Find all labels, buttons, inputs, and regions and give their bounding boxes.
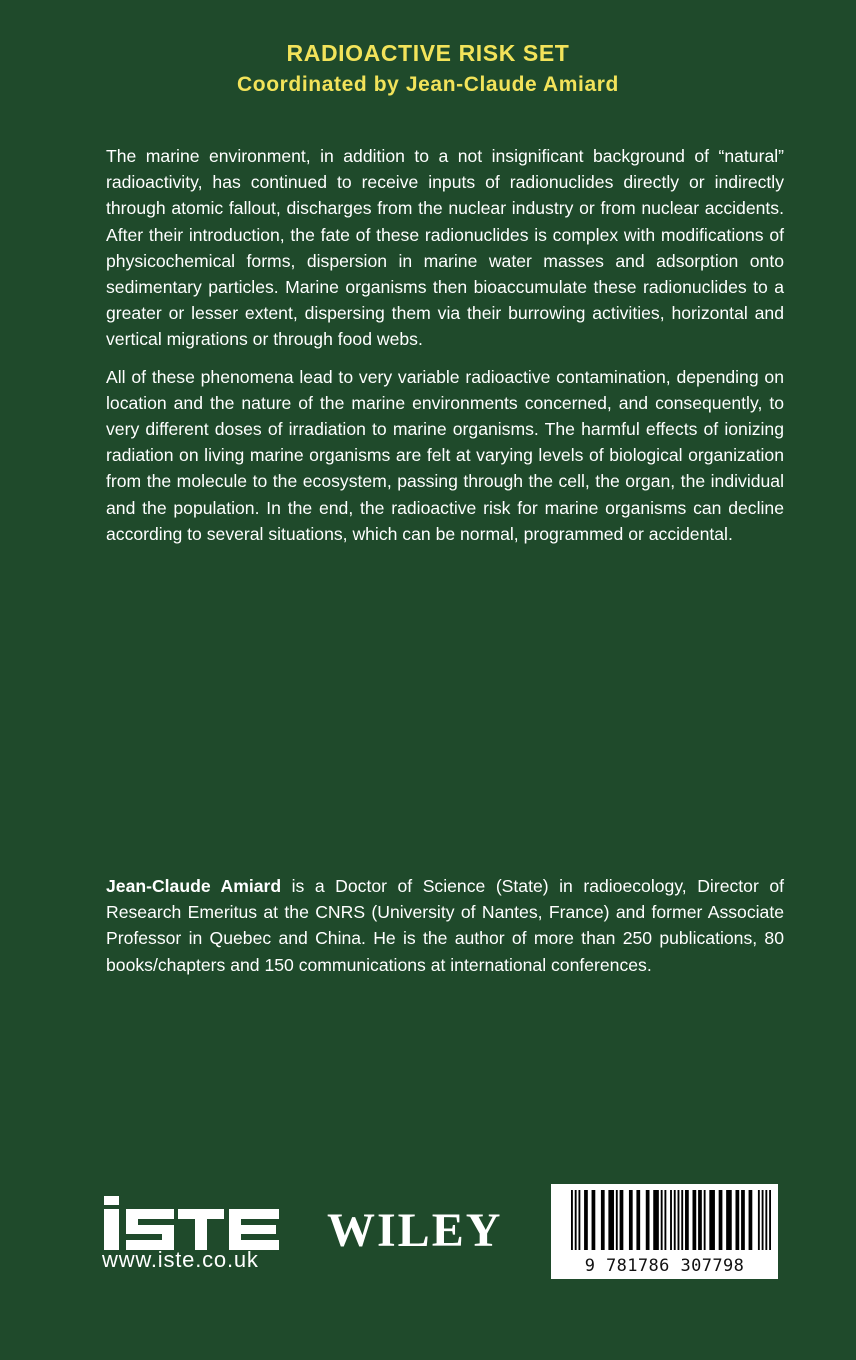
series-header bbox=[0, 38, 856, 100]
barcode-bar bbox=[601, 1190, 605, 1250]
series-title: RADIOACTIVE RISK SET bbox=[286, 40, 570, 66]
barcode-bar bbox=[769, 1190, 771, 1250]
barcode-bar bbox=[670, 1190, 672, 1250]
barcode-bar bbox=[719, 1190, 723, 1250]
description-paragraph: All of these phenomena lead to very variable radioactive contamination, depending on location and the nature of the marine environments concerned, and consequently, to very different doses of irradiation to marine organisms. The harmful effects of ionizing radiation on living marine organisms are felt at varying levels of biological organization from the molecule to the ecosystem, passing through the cell, the organ, the individual and the population. In the end, the radioactive risk for marine organisms can decline according to several situations, which can be normal, programmed or accidental. bbox=[106, 366, 784, 544]
barcode-bar bbox=[653, 1190, 659, 1250]
author-name: Jean-Claude Amiard bbox=[106, 876, 282, 896]
iste-website-url: www.iste.co.uk bbox=[102, 1247, 259, 1272]
barcode-bar bbox=[592, 1190, 596, 1250]
barcode-bar bbox=[578, 1190, 580, 1250]
barcode-bar bbox=[693, 1190, 697, 1250]
barcode-bar bbox=[608, 1190, 614, 1250]
barcode-bar bbox=[762, 1190, 764, 1250]
barcode-bar bbox=[620, 1190, 624, 1250]
book-description bbox=[106, 143, 784, 558]
barcode-bar bbox=[661, 1190, 663, 1250]
barcode-bar bbox=[646, 1190, 650, 1250]
barcode-bar bbox=[681, 1190, 683, 1250]
isbn-barcode bbox=[551, 1184, 778, 1279]
iste-logo bbox=[104, 1196, 279, 1250]
barcode-bar bbox=[698, 1190, 702, 1250]
barcode-bar bbox=[685, 1190, 689, 1250]
barcode-bar bbox=[584, 1190, 588, 1250]
barcode-bar bbox=[678, 1190, 680, 1250]
barcode-bar bbox=[741, 1190, 745, 1250]
barcode-bar bbox=[571, 1190, 573, 1250]
isbn-number: 9 781786 307798 bbox=[584, 1256, 745, 1276]
series-coordinator: Coordinated by Jean-Claude Amiard bbox=[237, 73, 619, 96]
barcode-bar bbox=[664, 1190, 666, 1250]
barcode-bar bbox=[709, 1190, 715, 1250]
barcode-bar bbox=[726, 1190, 732, 1250]
author-bio bbox=[106, 873, 784, 978]
barcode-bar bbox=[674, 1190, 676, 1250]
barcode-bar bbox=[758, 1190, 760, 1250]
barcode-bar bbox=[749, 1190, 753, 1250]
description-paragraph: The marine environment, in addition to a not insignificant background of “natural” radioactivity, has continued to receive inputs of radionuclides directly or indirectly through atomic fallout, discharges from the nuclear industry or from nuclear accidents. After their introduction, the fate of these radionuclides is complex with modifications of physicochemical forms, dispersion in marine water masses and adsorption onto sedimentary particles. Marine organisms then bioaccumulate these radionuclides to a greater or lesser extent, dispersing them via their burrowing activities, horizontal and vertical migrations or through food webs. bbox=[106, 146, 784, 350]
barcode-bar bbox=[575, 1190, 577, 1250]
barcode-bar bbox=[629, 1190, 633, 1250]
barcode-bar bbox=[735, 1190, 739, 1250]
author-bio-paragraph bbox=[106, 873, 784, 978]
author-bio-text: is a Doctor of Science (State) in radioecology, Director of Research Emeritus at the CNRS (University of Nantes, France) and former Associate Professor in Quebec and China. He is the author of more than 250 publications, 80 books/chapters and 150 communications at international conferences. bbox=[106, 876, 784, 975]
barcode-bar bbox=[765, 1190, 767, 1250]
barcode-bar bbox=[704, 1190, 706, 1250]
barcode-bar bbox=[616, 1190, 618, 1250]
wiley-logo: WILEY bbox=[327, 1204, 503, 1257]
barcode-bars bbox=[571, 1190, 771, 1250]
barcode-bar bbox=[636, 1190, 640, 1250]
